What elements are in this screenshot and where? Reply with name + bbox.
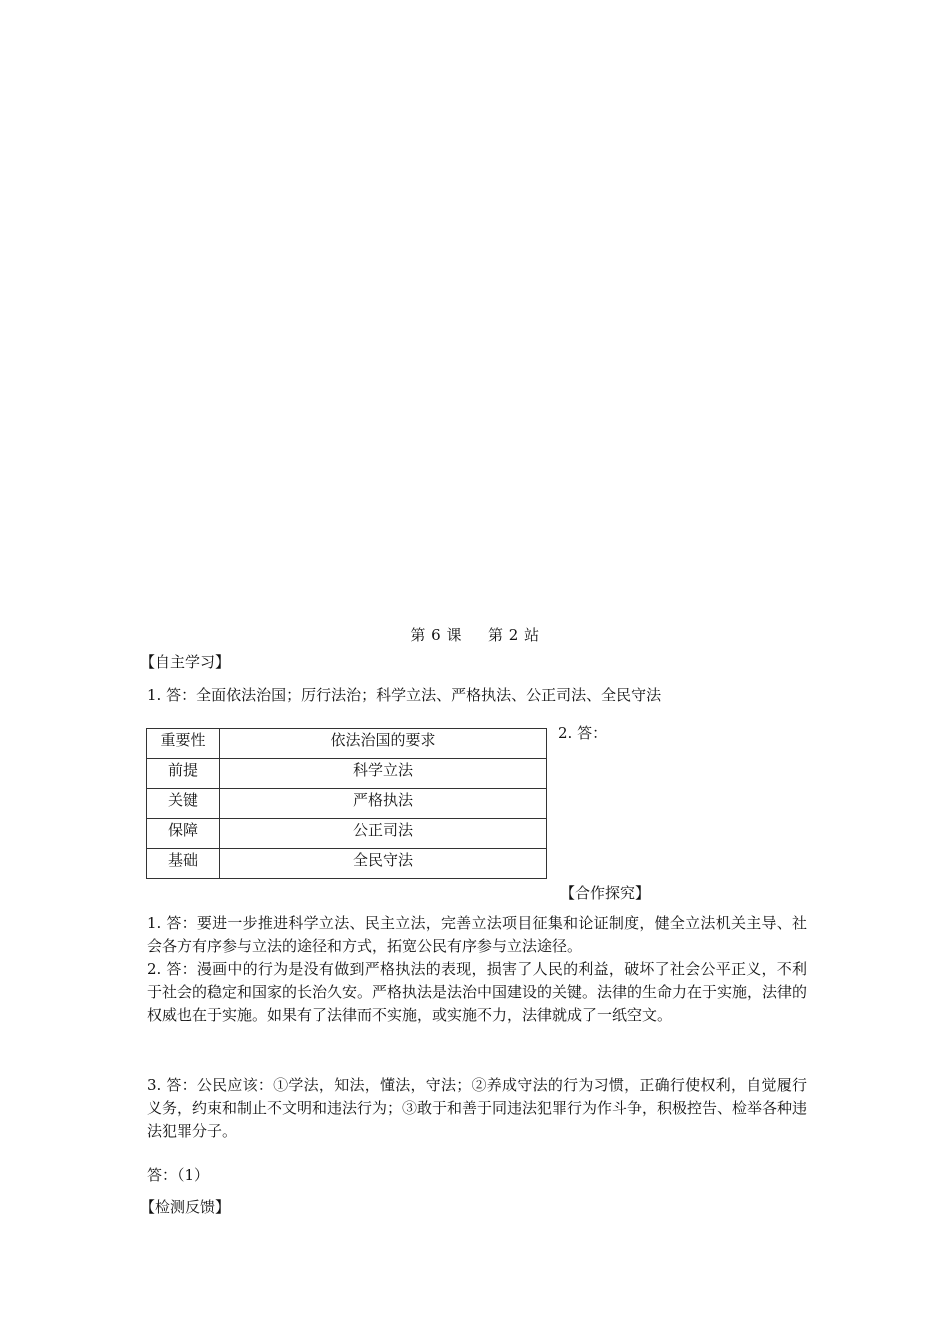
cooperation-answer-2: 2. 答：漫画中的行为是没有做到严格执法的表现，损害了人民的利益，破坏了社会公平正义，不利于社会的稳定和国家的长治久安。严格执法是法治中国建设的关键。法律的生命力在于实施，法律的权威也在于实施。如果有了法律而不实施，或实施不力，法律就成了一纸空文。 (147, 960, 808, 1025)
cooperation-answer-1: 1. 答：要进一步推进科学立法、民主立法，完善立法项目征集和论证制度，健全立法机关主导、社会各方有序参与立法的途径和方式，拓宽公民有序参与立法途径。 (147, 914, 807, 956)
table-header-row (147, 729, 547, 759)
table-cell: 基础 (147, 849, 220, 879)
requirements-table (146, 728, 547, 879)
table-cell: 全民守法 (220, 849, 547, 879)
lesson-label: 第 6 课 (410, 626, 462, 644)
table-header-cell: 重要性 (147, 729, 220, 759)
table-row (147, 759, 547, 789)
table-cell: 严格执法 (220, 789, 547, 819)
table-cell: 保障 (147, 819, 220, 849)
section-cooperation: 【合作探究】 (560, 884, 651, 902)
section-feedback: 【检测反馈】 (140, 1198, 231, 1216)
self-study-answer-2-label: 2. 答： (558, 724, 608, 742)
cooperation-answer-3: 3. 答：公民应该：①学法，知法，懂法，守法；②养成守法的行为习惯，正确行使权利，自觉履行义务，约束和制止不文明和违法行为；③敢于和善于同违法犯罪行为作斗争，积极控告、检举各种违法犯罪分子。 (147, 1076, 808, 1141)
cooperation-answer-4: 答：（1） (147, 1166, 210, 1184)
station-label: 第 2 站 (488, 626, 540, 644)
table-cell: 科学立法 (220, 759, 547, 789)
table-cell: 前提 (147, 759, 220, 789)
table-cell: 公正司法 (220, 819, 547, 849)
table-row (147, 819, 547, 849)
table-header-cell: 依法治国的要求 (220, 729, 547, 759)
section-self-study: 【自主学习】 (140, 653, 231, 671)
page-title (0, 624, 950, 645)
table-row (147, 789, 547, 819)
table-row (147, 849, 547, 879)
self-study-answer-1: 1. 答：全面依法治国；厉行法治；科学立法、严格执法、公正司法、全民守法 (147, 686, 662, 704)
table-cell: 关键 (147, 789, 220, 819)
